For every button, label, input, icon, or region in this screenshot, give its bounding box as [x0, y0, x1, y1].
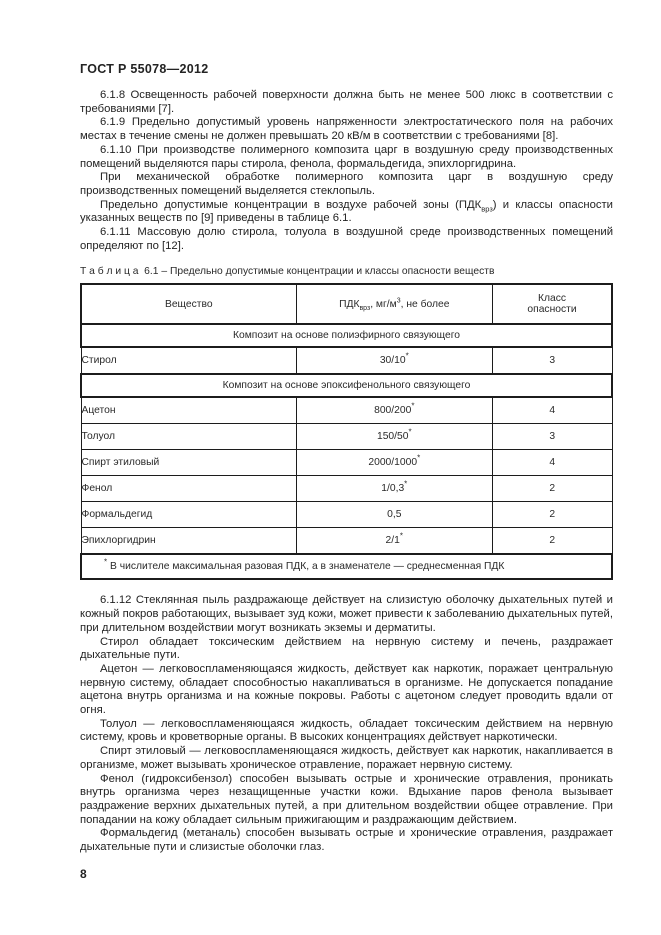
- table-row-formaldehyde: Формальдегид 0,5 2: [81, 502, 612, 528]
- paragraph-6-1-10-mechanical: При механической обработке полимерного композита царг в воздушную среду производственных помещений выделяется стеклопыль.: [80, 171, 613, 197]
- table-footnote: [81, 554, 612, 579]
- table-caption-text: – Предельно допустимые концентрации и классы опасности веществ: [161, 266, 495, 278]
- footnote-asterisk: *: [104, 558, 108, 568]
- paragraph-6-1-10: 6.1.10 При производстве полимерного композита царг в воздушную среду производственных помещений выделяются пары стирола, фенола, формальдегида, эпихлоргидрина.: [80, 143, 613, 170]
- table-row-styrene: Стирол 30/10* 3: [81, 347, 612, 374]
- page-content: [80, 62, 613, 881]
- paragraph-formaldehyde-hazard: Формальдегид (метаналь) способен вызывать острые и хронические отравления, раздражает дыхательные пути и слизистые оболочки глаз.: [80, 827, 613, 854]
- bottom-paragraphs: [80, 594, 613, 854]
- paragraph-toluene-hazard: Толуол — легковоспламеняющаяся жидкость, обладает токсическим действием на нервную систему, кровь и кроветворные органы. В высоких концентрациях действует наркотически.: [80, 717, 613, 744]
- pdk-text-after: ) и классы опасности указанных веществ по [9] приведены в таблице 6.1.: [80, 198, 613, 225]
- table-caption-label: Т а б л и ц а 6.1: [80, 266, 159, 278]
- document-header: ГОСТ Р 55078—2012: [80, 62, 209, 76]
- paragraph-phenol-hazard: Фенол (гидроксибензол) способен вызывать острые и хронические отравления, проникать внутрь организма через незащищенные участки кожи. Вдыхание паров фенола вызывает раздражение верхних дыхательных путей, а при длительном воздействии общее отравление. При попадании на кожу обладает сильным прижигающим и раздражающим действием.: [80, 772, 613, 826]
- table-section-polyester: Композит на основе полиэфирного связующего: [81, 324, 612, 347]
- paragraph-6-1-12: 6.1.12 Стеклянная пыль раздражающе действует на слизистую оболочку дыхательных путей и кожный покров работающих, вызывает зуд кожи, может привести к заболеванию дыхательных путей, при длительном воздействии могут возникать экземы и дерматиты.: [80, 594, 613, 634]
- paragraph-6-1-10-pdk: [80, 199, 613, 226]
- pdk-table: [80, 283, 613, 580]
- pdk-text-before: Предельно допустимые концентрации в воздухе рабочей зоны (ПДК: [100, 198, 482, 211]
- table-row-epichlorohydrin: Эпихлоргидрин 2/1* 2: [81, 528, 612, 555]
- table-section-epoxyphenolic: Композит на основе эпоксифенольного связующего: [81, 374, 612, 397]
- paragraph-styrene-hazard: Стирол обладает токсическим действием на нервную систему и печень, раздражает дыхательные пути.: [80, 635, 613, 662]
- table-row-acetone: Ацетон 800/200* 4: [81, 397, 612, 424]
- table-row-toluene: Толуол 150/50* 3: [81, 424, 612, 450]
- paragraph-6-1-8: 6.1.8 Освещенность рабочей поверхности должна быть не менее 500 люкс в соответствии с требованиями [7].: [80, 89, 613, 115]
- column-header-pdk: $ПДК_{врз}$, $мг/м^3$, не более: [296, 284, 492, 324]
- table-caption: [80, 266, 613, 277]
- pdk-subscript: врз: [481, 203, 493, 213]
- table-row-ethanol: Спирт этиловый 2000/1000* 4: [81, 450, 612, 476]
- page-number: 8: [80, 866, 87, 881]
- paragraph-ethanol-hazard: Спирт этиловый — легковоспламеняющаяся жидкость, действует как наркотик, накапливается в организме, может вызывать хроническое отравление, поражает нервную систему.: [80, 745, 613, 771]
- paragraph-6-1-9: 6.1.9 Предельно допустимый уровень напряженности электростатического поля на рабочих местах в течение смены не должен превышать 20 кВ/м в соответствии с требованиями [8].: [80, 116, 613, 143]
- paragraph-acetone-hazard: Ацетон — легковоспламеняющаяся жидкость, действует как наркотик, поражает центральную нервную систему, обладает способностью накапливаться в организме. Не допускается попадание ацетона внутрь организма и на кожные покровы. Работы с ацетоном следует проводить вдали от огня.: [80, 662, 613, 717]
- column-header-substance: Вещество: [81, 284, 296, 324]
- table-header-row: [81, 284, 612, 324]
- top-paragraphs: [80, 89, 613, 253]
- table-row-phenol: Фенол 1/0,3* 2: [81, 476, 612, 502]
- paragraph-6-1-11: 6.1.11 Массовую долю стирола, толуола в воздушной среде производственных помещений определяют по [12].: [80, 226, 613, 252]
- footnote-text: В числителе максимальная разовая ПДК, а в знаменателе — среднесменная ПДК: [107, 561, 505, 573]
- column-header-hazard-class: Класс опасности: [493, 284, 612, 324]
